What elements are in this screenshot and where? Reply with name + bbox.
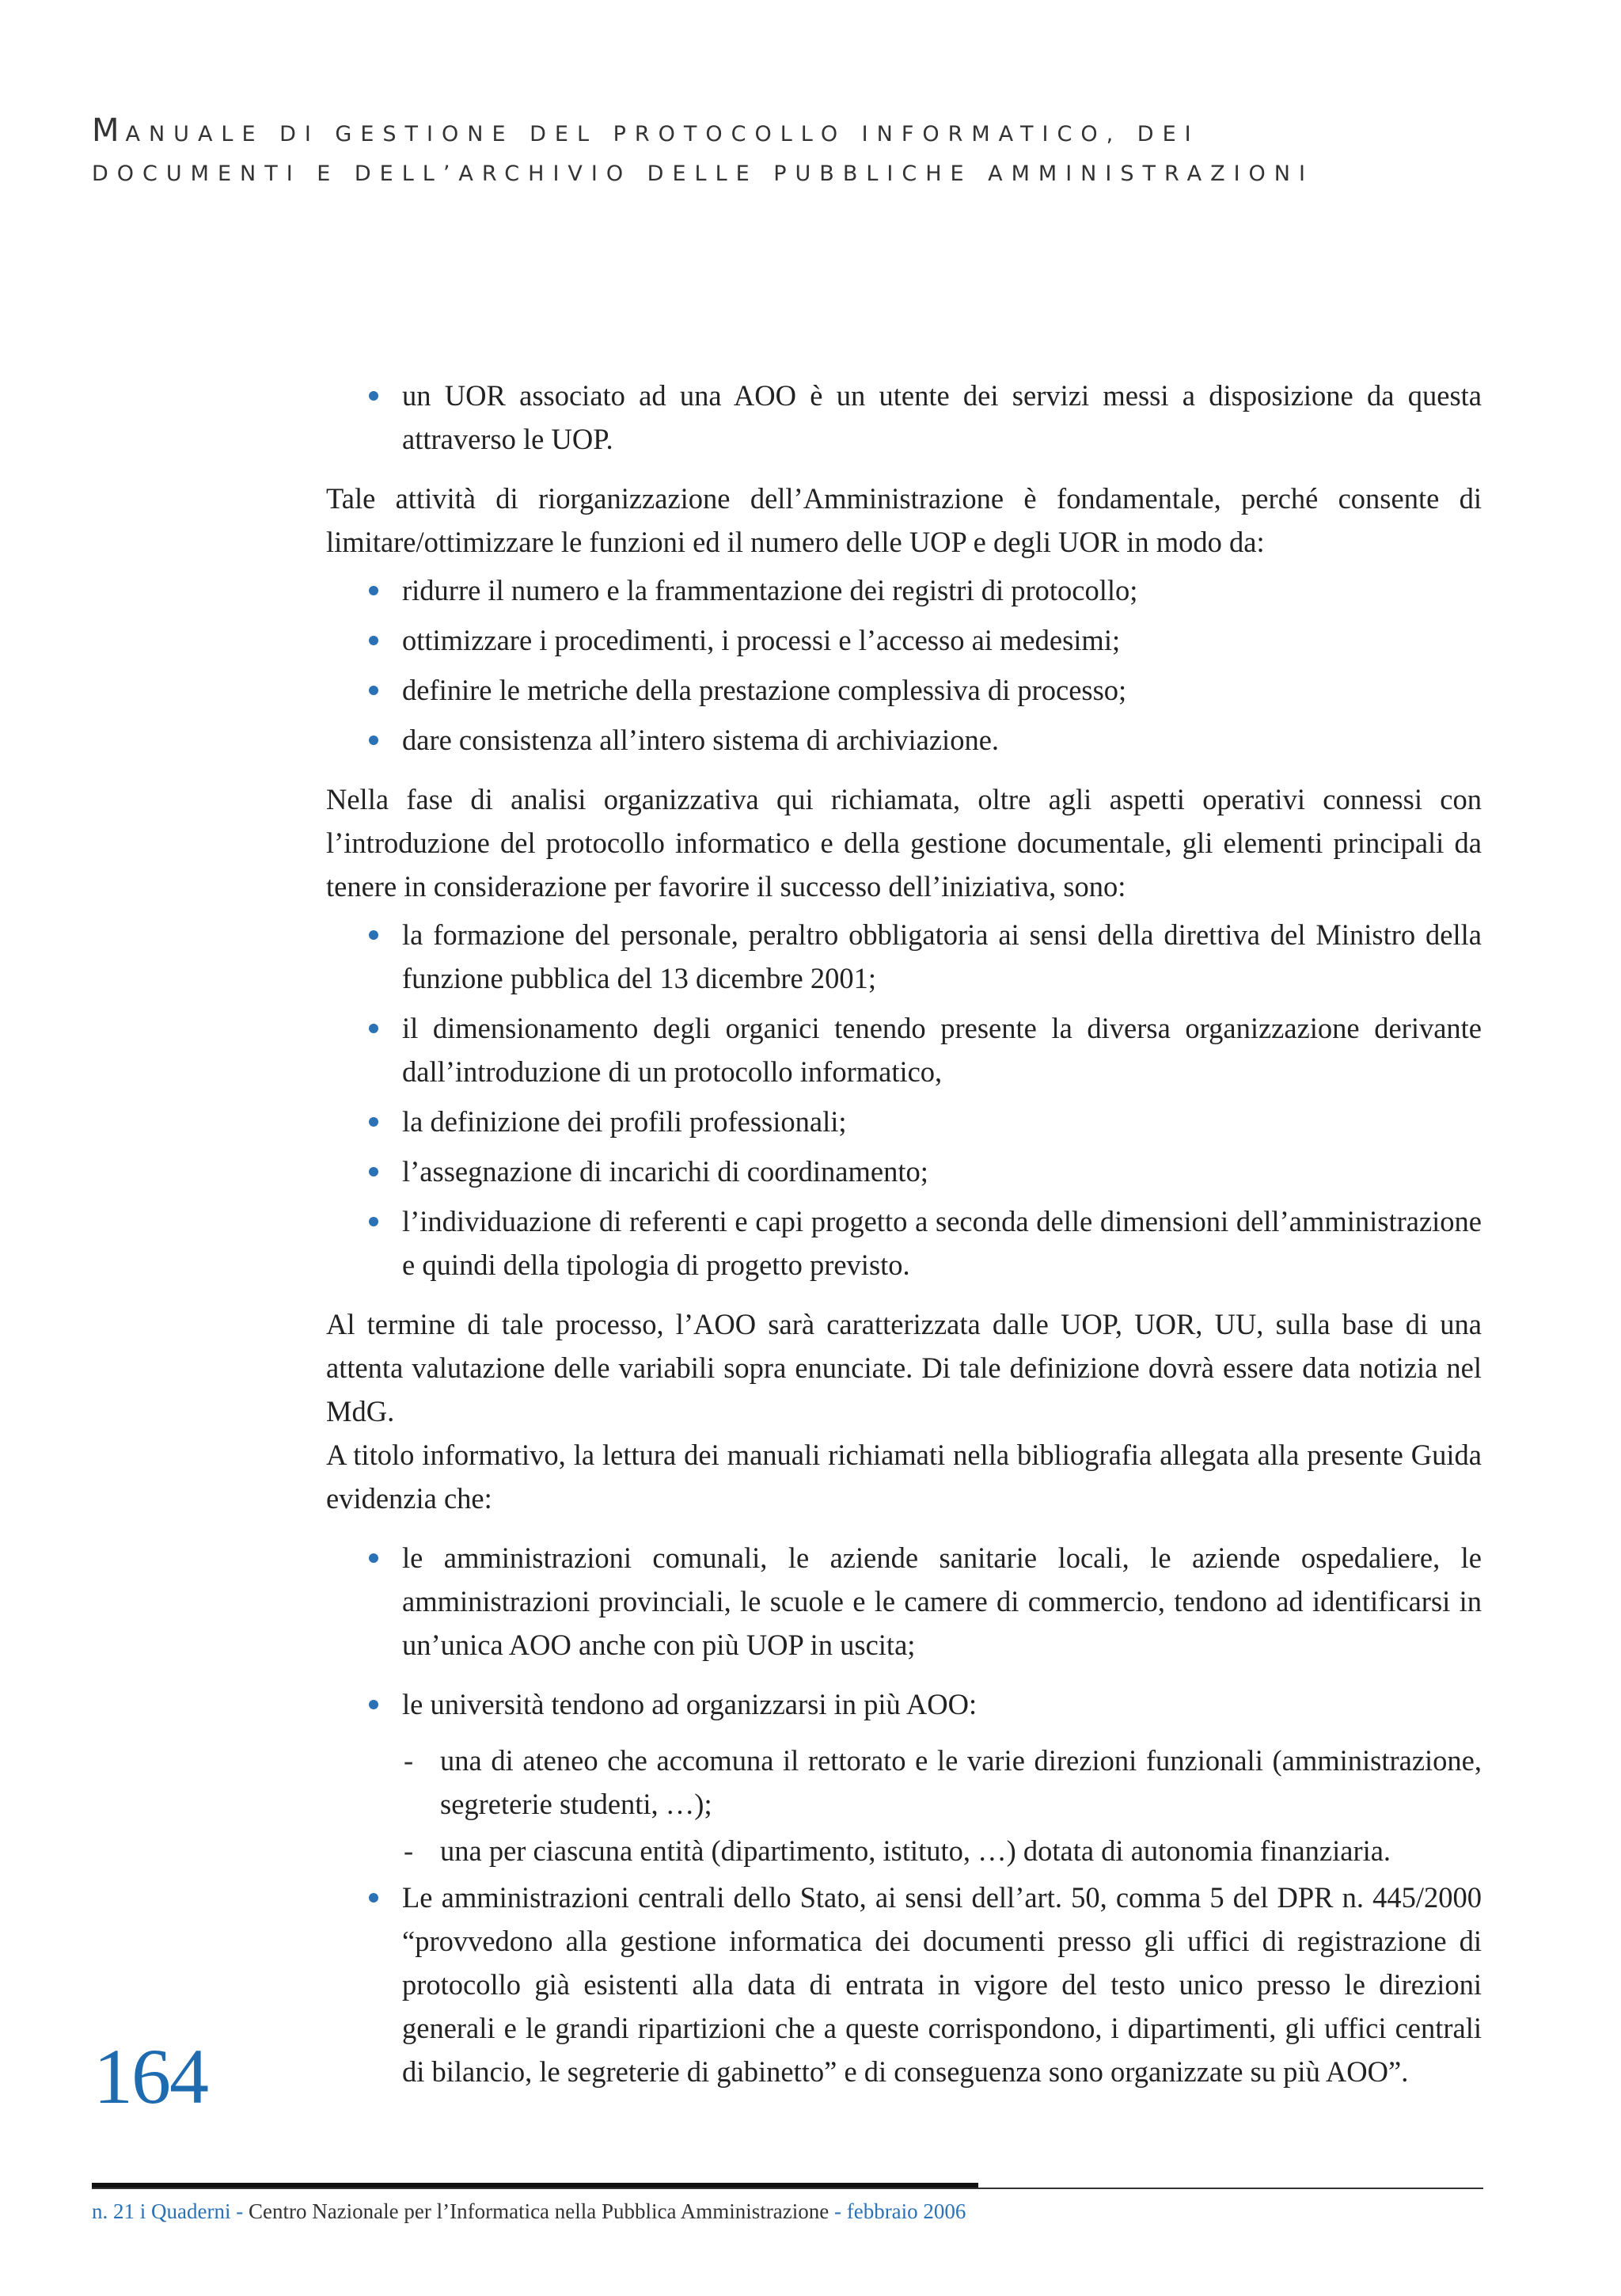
header-line-1 [92,111,1485,154]
list-item: le università tendono ad organizzarsi in più AOO: [326,1682,1482,1726]
footer-publisher: Centro Nazionale per l’Informatica nella Pubblica Amministrazione [248,2199,829,2223]
list-item: le amministrazioni comunali, le aziende sanitarie locali, le aziende ospedaliere, le amministrazioni provinciali, le scuole e le camere di commercio, tendono ad identificarsi in un’unica AOO anche con più UOP in uscita; [326,1536,1482,1667]
footer-separator: - [230,2199,249,2223]
bullet-icon [369,1893,378,1903]
footer-separator: - [829,2199,847,2223]
header-line-2: DOCUMENTI E DELL’ARCHIVIO DELLE PUBBLICHE AMMINISTRAZIONI [92,162,1314,186]
sublist-item: - una per ciascuna entità (dipartimento, istituto, …) dotata di autonomia finanziaria. [326,1829,1482,1872]
list-item: l’individuazione di referenti e capi progetto a seconda delle dimensioni dell’amministrazione e quindi della tipologia di progetto previsto. [326,1199,1482,1287]
list-item: il dimensionamento degli organici tenendo presente la diversa organizzazione derivante dall’introduzione di un protocollo informatico, [326,1006,1482,1093]
footer-date: febbraio 2006 [846,2199,966,2223]
bullet-icon [369,1117,378,1127]
paragraph-3: Al termine di tale processo, l’AOO sarà caratterizzata dalle UOP, UOR, UU, sulla base di una attenta valutazione delle variabili sopra enunciate. Di tale definizione dovrà essere data notizia nel MdG. [326,1308,1482,1427]
bullet-list-top [326,374,1482,461]
dash-icon: - [404,1834,414,1867]
list-item: ottimizzare i procedimenti, i processi e l’accesso ai medesimi; [326,618,1482,662]
bullet-icon [369,1167,378,1177]
bullet-icon [369,1024,378,1033]
paragraph-1: Tale attività di riorganizzazione dell’Amministrazione è fondamentale, perché consente di limitare/ottimizzare le funzioni ed il numero delle UOP e degli UOR in modo da: [326,482,1482,558]
list-item: un UOR associato ad una AOO è un utente dei servizi messi a disposizione da questa attraverso le UOP. [326,374,1482,461]
footer-rule [92,2188,1483,2189]
footer-series: n. 21 i Quaderni [92,2199,231,2223]
list-item: la definizione dei profili professionali; [326,1100,1482,1143]
header-line-1-text: ANUALE DI GESTIONE DEL PROTOCOLLO INFORMATICO, DEI [125,122,1200,146]
list-item: Le amministrazioni centrali dello Stato, ai sensi dell’art. 50, comma 5 del DPR n. 445/2000 “provvedono alla gestione informatica dei documenti presso gli uffici di registrazione di protocollo già esistenti alla data di entrata in vigore del testo unico presso le direzioni generali e le grandi ripartizioni che a queste corrispondono, i dipartimenti, gli uffici centrali di bilancio, le segreterie di gabinetto” e di conseguenza sono organizzate su più AOO”. [326,1876,1482,2093]
bullet-list-3 [326,1536,1482,1726]
list-item: ridurre il numero e la frammentazione dei registri di protocollo; [326,568,1482,612]
bullet-list-4 [326,1876,1482,2093]
bullet-icon [369,1217,378,1226]
sublist-item: - una di ateneo che accomuna il rettorato e le varie direzioni funzionali (amministrazione, segreterie studenti, …); [326,1739,1482,1826]
bullet-icon [369,736,378,745]
bullet-icon [369,1700,378,1709]
list-item: l’assegnazione di incarichi di coordinamento; [326,1150,1482,1193]
bullet-icon [369,1553,378,1563]
paragraph-2: Nella fase di analisi organizzativa qui richiamata, oltre agli aspetti operativi connessi con l’introduzione del protocollo informatico e della gestione documentale, gli elementi principali da tenere in considerazione per favorire il successo dell’iniziativa, sono: [326,783,1482,903]
footer [92,2199,966,2224]
bullet-list-1 [326,568,1482,762]
bullet-icon [369,636,378,645]
list-item: definire le metriche della prestazione complessiva di processo; [326,668,1482,712]
list-item: dare consistenza all’intero sistema di archiviazione. [326,718,1482,762]
bullet-icon [369,686,378,695]
bullet-list-2 [326,913,1482,1287]
bullet-icon [369,391,378,401]
bullet-icon [369,930,378,940]
dash-icon: - [404,1744,414,1777]
main-text [326,374,1482,2109]
running-header [92,111,1485,194]
bullet-icon [369,586,378,595]
list-item: la formazione del personale, peraltro obbligatoria ai sensi della direttiva del Ministro della funzione pubblica del 13 dicembre 2001; [326,913,1482,1000]
dash-sublist [326,1739,1482,1872]
page-number: 164 [93,2032,207,2120]
paragraph-4: A titolo informativo, la lettura dei manuali richiamati nella bibliografia allegata alla presente Guida evidenzia che: [326,1439,1482,1515]
header-initial: M [92,112,126,149]
